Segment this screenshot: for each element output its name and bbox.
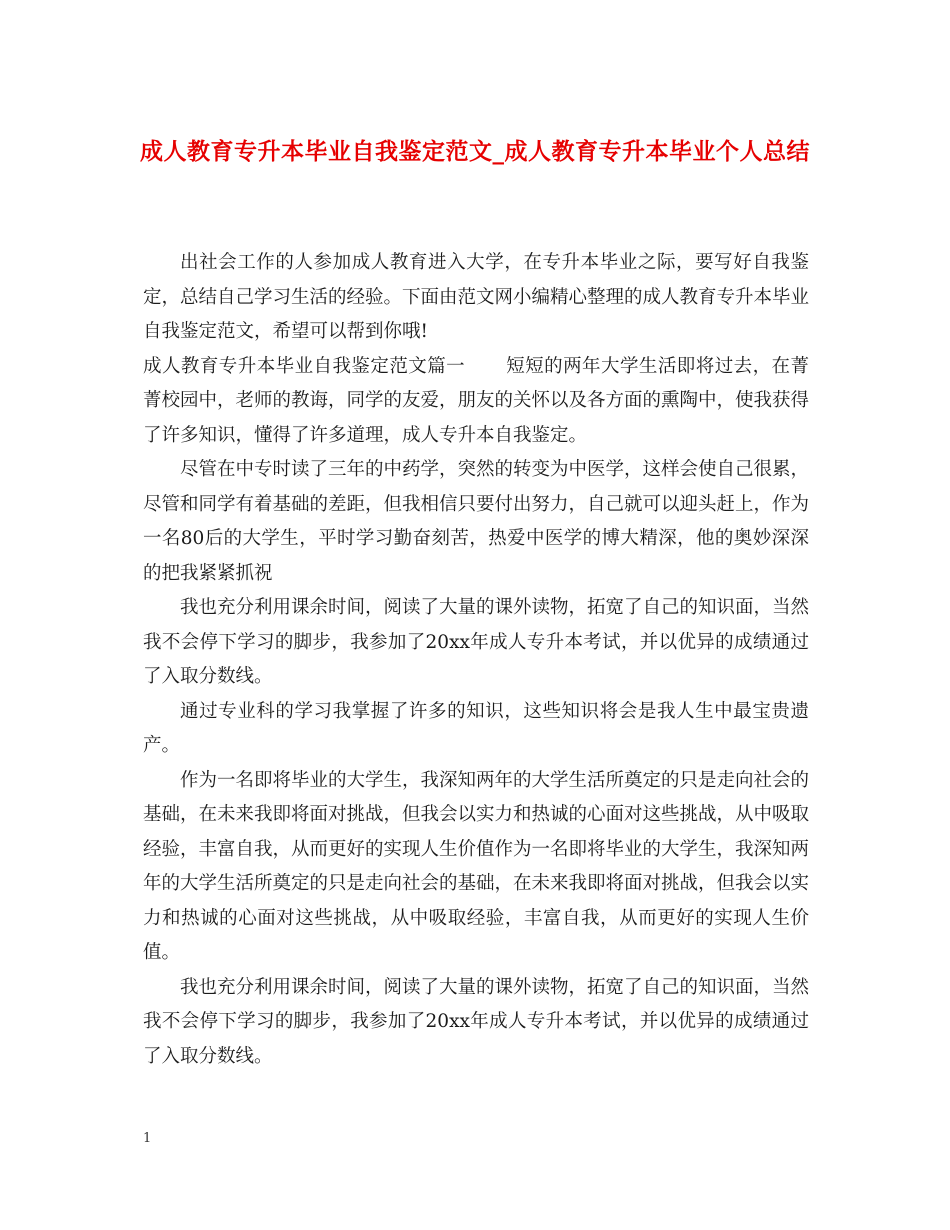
paragraph-major-change: 尽管在中专时读了三年的中药学，突然的转变为中医学，这样会使自己很累，尽管和同学有着基础的差距，但我相信只要付出努力，自己就可以迎头赶上，作为一名80后的大学生，平时学习勤奋刻苦，热爱中医学的博大精深，他的奥妙深深的把我紧紧抓祝	[143, 459, 810, 584]
section-heading: 成人教育专升本毕业自我鉴定范文篇一	[143, 355, 466, 377]
page-number: 1	[143, 1131, 152, 1146]
document-body	[143, 246, 809, 1074]
paragraph-graduation: 作为一名即将毕业的大学生，我深知两年的大学生活所奠定的只是走向社会的基础，在未来我即将面对挑战，但我会以实力和热诚的心面对这些挑战，从中吸取经验，丰富自我，从而更好的实现人生价值作为一名即将毕业的大学生，我深知两年的大学生活所奠定的只是走向社会的基础，在未来我即将面对挑战，但我会以实力和热诚的心面对这些挑战，从中吸取经验，丰富自我，从而更好的实现人生价值。	[143, 769, 810, 963]
paragraph-intro: 出社会工作的人参加成人教育进入大学，在专升本毕业之际，要写好自我鉴定，总结自己学习生活的经验。下面由范文网小编精心整理的成人教育专升本毕业自我鉴定范文，希望可以帮到你哦!	[143, 252, 810, 342]
paragraph-knowledge: 通过专业科的学习我掌握了许多的知识，这些知识将会是我人生中最宝贵遗产。	[143, 700, 809, 756]
section-text: 短短的两年大学生活即将过去，在菁菁校园中，老师的教诲，同学的友爱，朋友的关怀以及各方面的熏陶中，使我获得了许多知识，懂得了许多道理，成人专升本自我鉴定。	[143, 355, 810, 446]
paragraph-extracurricular-repeat: 我也充分利用课余时间，阅读了大量的课外读物，拓宽了自己的知识面，当然我不会停下学习的脚步，我参加了20xx年成人专升本考试，并以优异的成绩通过了入取分数线。	[143, 976, 810, 1067]
paragraph-extracurricular: 我也充分利用课余时间，阅读了大量的课外读物，拓宽了自己的知识面，当然我不会停下学习的脚步，我参加了20xx年成人专升本考试，并以优异的成绩通过了入取分数线。	[143, 597, 810, 687]
paragraph-section-one	[143, 350, 809, 454]
document-title: 成人教育专升本毕业自我鉴定范文_成人教育专升本毕业个人总结	[140, 139, 810, 165]
